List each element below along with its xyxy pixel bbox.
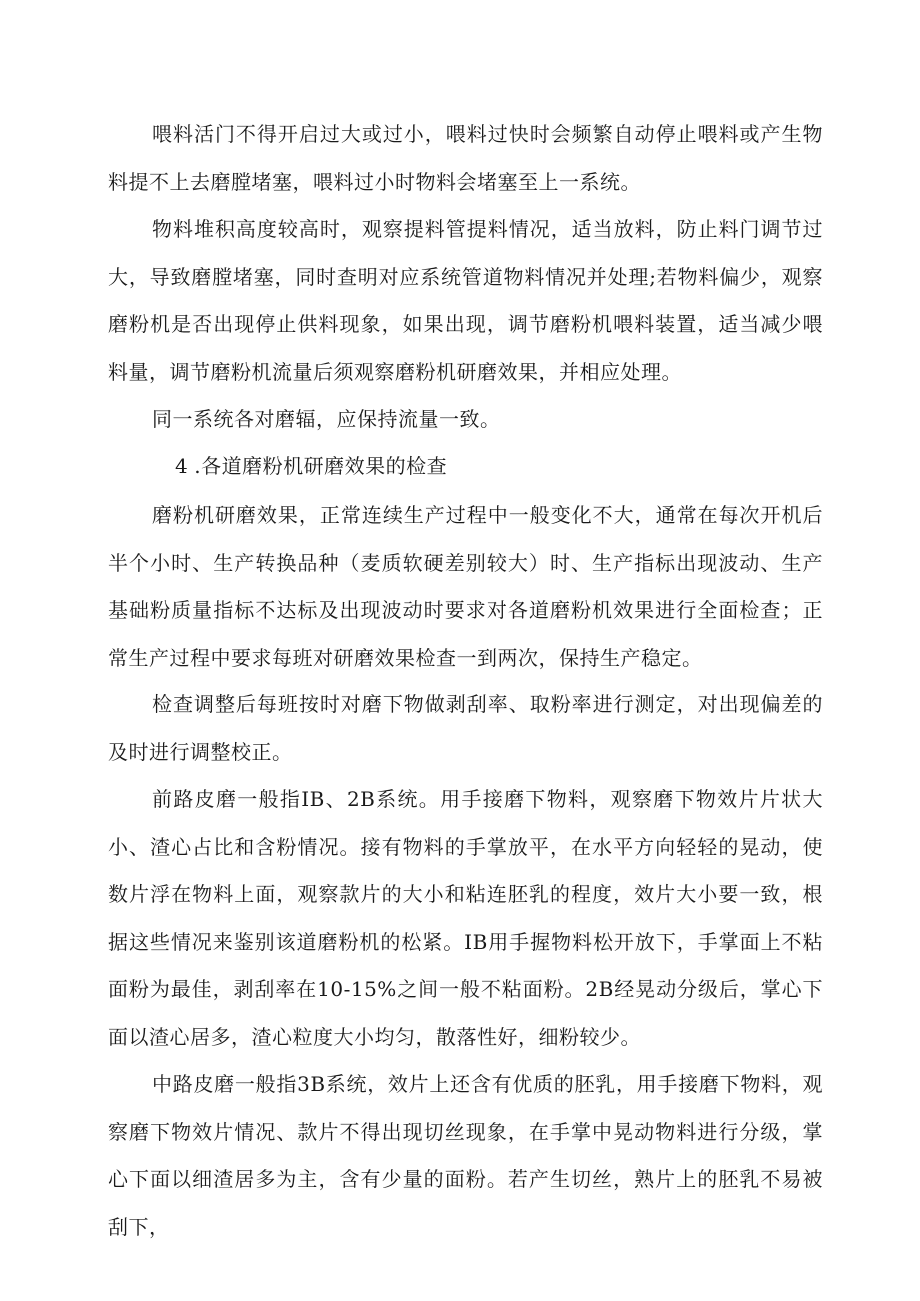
section-heading-number: 4 (175, 454, 189, 478)
paragraph-adjustment-check: 检查调整后每班按时对磨下物做剥刮率、取粉率进行测定，对出现偏差的及时进行调整校正。 (108, 692, 823, 764)
paragraph-flow-consistency: 同一系统各对磨辐，应保持流量一致。 (152, 407, 501, 431)
section-heading (175, 443, 447, 491)
paragraph-middle-break: 中路皮磨一般指3B系统，效片上还含有优质的胚乳，用手接磨下物料，观察磨下物效片情况、款片不得出现切丝现象，在手掌中晃动物料进行分级，掌心下面以细渣居多为主，含有少量的面粉。若产生切丝，熟片上的胚乳不易被刮下， (108, 1072, 823, 1239)
paragraph-front-break: 前路皮磨一般指IB、2B系统。用手接磨下物料，观察磨下物效片片状大小、渣心占比和含粉情况。接有物料的手掌放平，在水平方向轻轻的晃动，使数片浮在物料上面，观察款片的大小和粘连胚乳的程度，效片大小要一致，根据这些情况来鉴别该道磨粉机的松紧。IB用手握物料松开放下，手掌面上不粘面粉为最佳，剥刮率在10-15%之间一般不粘面粉。2B经晃动分级后，掌心下面以渣心居多，渣心粒度大小均匀，散落性好，细粉较少。 (108, 787, 823, 1049)
paragraph-feed-gate: 喂料活门不得开启过大或过小，喂料过快时会频繁自动停止喂料或产生物料提不上去磨膛堵塞，喂料过小时物料会堵塞至上一系统。 (108, 122, 823, 194)
paragraph-material-height: 物料堆积高度较高时，观察提料管提料情况，适当放料，防止料门调节过大，导致磨膛堵塞，同时查明对应系统管道物料情况并处理;若物料偏少，观察磨粉机是否出现停止供料现象，如果出现，调节磨粉机喂料装置，适当减少喂料量，调节磨粉机流量后须观察磨粉机研磨效果，并相应处理。 (108, 217, 823, 384)
paragraph-grinding-effect: 磨粉机研磨效果，正常连续生产过程中一般变化不大，通常在每次开机后半个小时、生产转换品种（麦质软硬差别较大）时、生产指标出现波动、生产基础粉质量指标不达标及出现波动时要求对各道磨粉机效果进行全面检查；正常生产过程中要求每班对研磨效果检查一到两次，保持生产稳定。 (108, 503, 823, 670)
section-heading-title: .各道磨粉机研磨效果的检查 (194, 454, 448, 478)
